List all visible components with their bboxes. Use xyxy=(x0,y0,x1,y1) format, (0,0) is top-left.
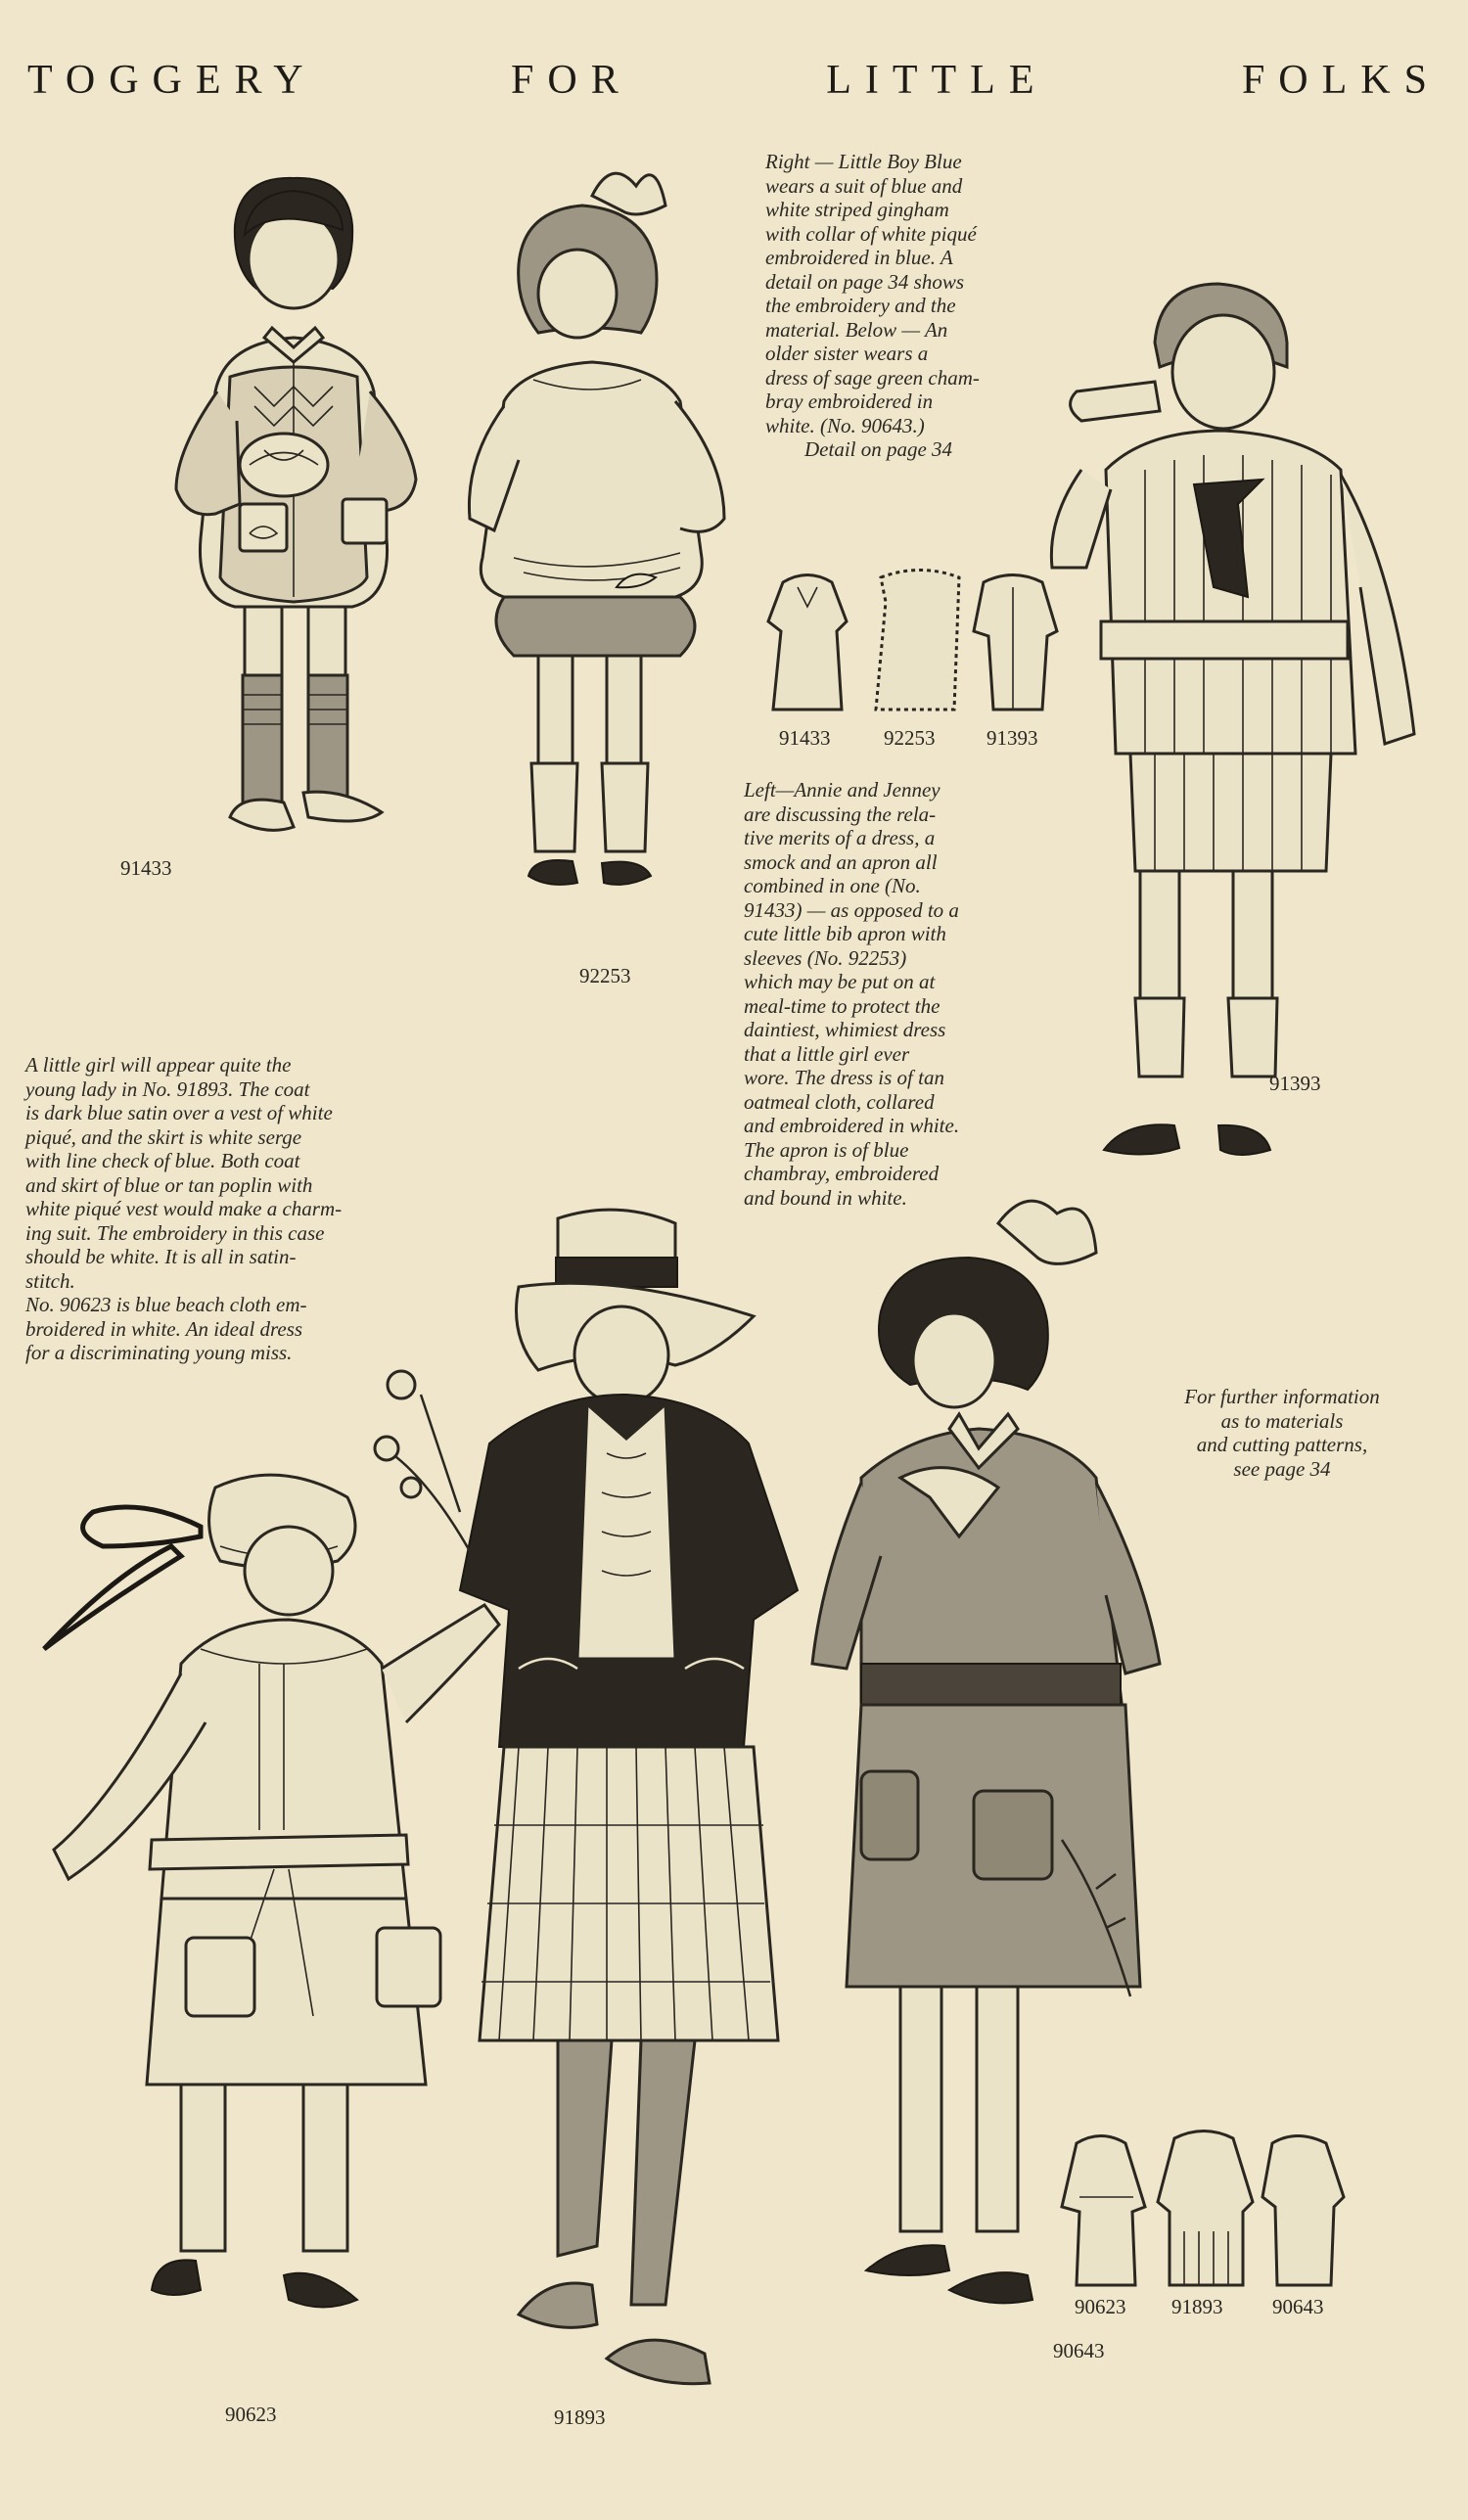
title-word: FOR xyxy=(511,58,632,103)
caption-left-girls xyxy=(744,778,1037,1210)
caption-line: with line check of blue. Both coat xyxy=(25,1149,300,1172)
caption-line: meal-time to protect the xyxy=(744,993,940,1018)
caption-line: for a discriminating young miss. xyxy=(25,1341,293,1364)
caption-line: detail on page 34 shows xyxy=(765,269,964,294)
caption-line: should be white. It is all in satin- xyxy=(25,1245,297,1268)
illustration-girl-91893 xyxy=(431,1199,822,2412)
caption-line: older sister wears a xyxy=(765,342,929,365)
thumbnail-number: 91393 xyxy=(986,726,1038,750)
caption-line: piqué, and the skirt is white serge xyxy=(25,1124,302,1149)
thumbnail-number: 90623 xyxy=(1075,2295,1126,2318)
caption-line: Detail on page 34 xyxy=(804,437,953,461)
caption-line: chambray, embroidered xyxy=(744,1162,940,1185)
caption-line: and bound in white. xyxy=(744,1185,907,1210)
caption-line: bray embroidered in xyxy=(765,389,934,413)
caption-line: combined in one (No. xyxy=(744,874,921,897)
caption-line: white striped gingham xyxy=(765,198,949,221)
pattern-number: 91433 xyxy=(120,856,172,880)
thumbnail-number: 91433 xyxy=(779,726,831,750)
caption-line: see page 34 xyxy=(1233,1456,1331,1481)
title-word: TOGGERY xyxy=(27,58,317,103)
caption-line: dress of sage green cham- xyxy=(765,365,980,389)
caption-line: is dark blue satin over a vest of white xyxy=(25,1101,333,1124)
caption-little-girl xyxy=(25,1053,456,1365)
title-word: FOLKS xyxy=(1241,58,1441,103)
thumbnail-number: 91893 xyxy=(1171,2295,1223,2318)
caption-line: and skirt of blue or tan poplin with xyxy=(25,1172,313,1197)
caption-line: sleeves (No. 92253) xyxy=(744,945,907,970)
caption-line: young lady in No. 91893. The coat xyxy=(25,1077,310,1101)
caption-line: No. 90623 is blue beach cloth em- xyxy=(25,1293,307,1316)
caption-line: For further information xyxy=(1184,1385,1380,1408)
caption-line: with collar of white piqué xyxy=(765,221,977,246)
caption-line: the embroidery and the xyxy=(765,294,956,317)
title-word: LITTLE xyxy=(826,58,1048,103)
caption-line: wore. The dress is of tan xyxy=(744,1066,944,1089)
caption-line: Right — Little Boy Blue xyxy=(765,150,962,173)
thumbnail-number: 90643 xyxy=(1272,2295,1324,2318)
illustration-girl-91433 xyxy=(147,166,440,1008)
pattern-thumbnails-top xyxy=(763,563,1067,719)
page-title xyxy=(27,57,1441,104)
pattern-number: 92253 xyxy=(579,964,631,987)
pattern-number: 90623 xyxy=(225,2403,277,2426)
caption-line: as to materials xyxy=(1220,1408,1344,1433)
caption-line: 91433) — as opposed to a xyxy=(744,897,959,922)
caption-line: that a little girl ever xyxy=(744,1041,910,1066)
caption-line: A little girl will appear quite the xyxy=(25,1053,292,1077)
caption-line: ing suit. The embroidery in this case xyxy=(25,1220,325,1245)
caption-line: are discussing the rela- xyxy=(744,802,937,826)
pattern-number: 91393 xyxy=(1269,1072,1321,1095)
caption-line: white piqué vest would make a charm- xyxy=(25,1197,343,1220)
caption-line: daintiest, whimiest dress xyxy=(744,1018,946,1041)
thumbnail-number: 92253 xyxy=(884,726,936,750)
pattern-number: 90643 xyxy=(1053,2339,1105,2362)
caption-line: and cutting patterns, xyxy=(1196,1433,1368,1456)
caption-line: wears a suit of blue and xyxy=(765,173,963,198)
pattern-number: 91893 xyxy=(554,2405,606,2429)
caption-line: white. (No. 90643.) xyxy=(765,413,925,437)
caption-line: stitch. xyxy=(25,1268,75,1293)
pattern-thumbnails-bottom xyxy=(1052,2124,1346,2300)
caption-line: material. Below — An xyxy=(765,317,948,342)
caption-line: embroidered in blue. A xyxy=(765,246,953,269)
caption-line: and embroidered in white. xyxy=(744,1114,960,1137)
caption-line: The apron is of blue xyxy=(744,1137,909,1162)
caption-line: smock and an apron all xyxy=(744,849,938,874)
caption-right-boy xyxy=(765,150,1049,462)
caption-line: which may be put on at xyxy=(744,970,936,993)
illustration-boy-91393 xyxy=(1037,274,1429,1184)
caption-line: oatmeal cloth, collared xyxy=(744,1089,935,1114)
caption-line: broidered in white. An ideal dress xyxy=(25,1316,303,1341)
caption-line: Left—Annie and Jenney xyxy=(744,778,940,802)
caption-line: tive merits of a dress, a xyxy=(744,826,936,849)
illustration-girl-92253 xyxy=(445,166,758,969)
caption-line: cute little bib apron with xyxy=(744,922,946,945)
